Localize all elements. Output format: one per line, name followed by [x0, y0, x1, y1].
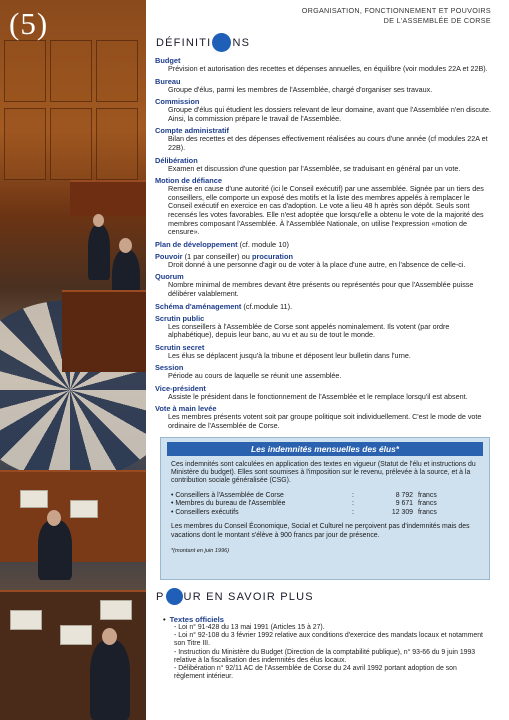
definition-term: Pouvoir (1 par conseiller) ou procuration: [155, 251, 293, 261]
definition-term: Bureau: [155, 76, 181, 86]
definition-text: Remise en cause d'une autorité (ici le Conseil exécutif) par une assemblée. Signée par un tiers des conseillers, elle comporte un exposé des motifs et la liste des membres appelés à remplacer le Conseil exécutif en exercice en cas d'adoption. Le vote a lieu 48 h après son dépôt. Seuls sont recensés les votes favorables. Elle n'est adoptée que lorsqu'elle a obtenu le vote de la majorité des membres composant l'Assemblée. À l'Assemblée Nationale, on utilise l'expression «motion de censure».: [168, 184, 484, 237]
definition-item: [155, 314, 495, 340]
definitions-list: [155, 56, 495, 431]
definition-term: Scrutin public: [155, 313, 205, 323]
definition-term: Schéma d'aménagement (cf.module 11).: [155, 301, 293, 311]
definition-term: Vote à main levée: [155, 404, 217, 414]
definition-item: [155, 272, 495, 298]
indemnite-unit: francs: [418, 508, 437, 516]
definition-term: Vice-président: [155, 383, 206, 393]
definition-term: Session: [155, 363, 184, 373]
blue-circle-icon: [166, 588, 183, 605]
more-info-title: P UR EN SAVOIR PLUS: [156, 588, 314, 605]
references-title: • Textes officiels: [163, 615, 483, 624]
reference-item: - Loi n° 91-428 du 13 mai 1991 (Articles 15 à 27).: [174, 624, 325, 631]
definition-item: [155, 126, 495, 152]
indemnite-sep: :: [352, 500, 354, 508]
indemnite-sep: :: [352, 508, 354, 516]
definition-text: Les élus se déplacent jusqu'à la tribune et déposent leur bulletin dans l'urne.: [168, 350, 411, 360]
definition-item: [155, 176, 495, 237]
definition-item: [155, 252, 495, 270]
definition-term: Budget: [155, 56, 181, 65]
indemnites-table: [161, 486, 489, 518]
indemnite-label: • Membres du bureau de l'Assemblée: [171, 500, 286, 508]
definition-term: Motion de défiance: [155, 176, 222, 186]
definition-term: Quorum: [155, 272, 184, 282]
indemnites-title: Les indemnités mensuelles des élus*: [167, 442, 483, 456]
definition-text: Les membres présents votent soit par groupe politique soit individuellement. C'est le mode de vote ordinaire de l'Assemblée de Corse.: [168, 412, 482, 431]
definition-term: Délibération: [155, 155, 198, 165]
definition-item: [155, 363, 495, 381]
indemnite-unit: francs: [418, 491, 437, 499]
definition-item: [155, 156, 495, 174]
reference-item: - Délibération n° 92/11 AC de l'Assemblée de Corse du 24 avril 1992 portant adoption de son règlement intérieur.: [174, 665, 457, 681]
indemnite-amount: 8 792: [395, 491, 413, 499]
indemnite-row: [171, 492, 479, 501]
indemnites-box: [160, 437, 490, 580]
definition-item: [155, 384, 495, 402]
definition-item: [155, 97, 495, 123]
header-line-1: ORGANISATION, FONCTIONNEMENT ET POUVOIRS: [301, 6, 491, 15]
definition-term: Plan de développement (cf. module 10): [155, 239, 289, 249]
indemnite-label: • Conseillers à l'Assemblée de Corse: [171, 491, 284, 499]
definition-term: Compte administratif: [155, 126, 229, 136]
definition-item: [155, 240, 495, 249]
definition-text: Groupe d'élus qui étudient les dossiers relevant de leur domaine, avant que l'Assemblée n'en discute. Ainsi, la commission prépare le travail de l'Assemblée.: [168, 105, 491, 123]
definition-text: Groupe d'élus, parmi les membres de l'Assemblée, chargé d'organiser ses travaux.: [168, 84, 433, 94]
definition-text: Examen et discussion d'une question par l'Assemblée, se traduisant en général par un vote.: [168, 163, 461, 173]
indemnite-amount: 12 309: [391, 508, 413, 516]
definition-text: Nombre minimal de membres devant être présents ou représentés pour que l'Assemblée puisse délibérer valablement.: [168, 280, 474, 298]
assembly-photo: [0, 0, 146, 720]
indemnites-intro: Ces indemnités sont calculées en application des textes en vigueur (Statut de l'élu et instructions du Ministère du budget). Elles sont soumises à l'imposition sur le revenu, prélevée à la source, et à la contribution sociale généralisée (CSG).: [171, 461, 476, 485]
indemnite-unit: francs: [418, 500, 437, 508]
definition-item: [155, 56, 495, 74]
references-list: [163, 624, 483, 681]
definition-term: Scrutin secret: [155, 342, 205, 352]
definition-item: [155, 404, 495, 430]
indemnites-footnote: *(montant en juin 1996): [171, 547, 230, 554]
definition-text: Les conseillers à l'Assemblée de Corse sont appelés nominalement. Ils votent (par ordre alphabétique), depuis leur banc, au vu et au su de tout le monde.: [168, 321, 450, 340]
module-number: (5): [9, 6, 49, 41]
definition-text: Droit donné à une personne d'agir ou de voter à la place d'une autre, en l'absence de celle-ci.: [168, 259, 466, 269]
blue-circle-icon: [212, 33, 231, 52]
reference-item: - Loi n° 92-108 du 3 février 1992 relative aux conditions d'exercice des mandats locaux et notamment son Titre III.: [174, 632, 483, 648]
definition-text: Prévision et autorisation des recettes et dépenses annuelles, en équilibre (voir modules 22A et 22B).: [168, 64, 488, 73]
indemnite-sep: :: [352, 491, 354, 499]
definition-item: [155, 77, 495, 95]
definition-term: Commission: [155, 97, 200, 107]
reference-item: - Instruction du Ministère du Budget (Direction de la comptabilité publique), n° 93-66 du 9 juin 1993 relative à la fiscalisation des indemnités des élus locaux.: [174, 648, 476, 664]
definition-text: Période au cours de laquelle se réunit une assemblée.: [168, 371, 342, 381]
indemnite-row: [171, 500, 479, 509]
indemnite-row: [171, 509, 479, 518]
page-header: [302, 6, 491, 25]
definition-text: Bilan des recettes et des dépenses effectivement réalisées au cours d'une année (cf modules 22A et 22B).: [168, 134, 488, 152]
definition-item: [155, 343, 495, 361]
references: [163, 615, 483, 681]
definitions-title: DÉFINITI NS: [156, 33, 250, 52]
indemnite-label: • Conseillers exécutifs: [171, 508, 239, 516]
header-line-2: DE L'ASSEMBLÉE DE CORSE: [383, 15, 491, 25]
indemnite-amount: 9 671: [395, 500, 413, 508]
definition-item: [155, 302, 495, 311]
indemnites-note: Les membres du Conseil Économique, Social et Culturel ne perçoivent pas d'indemnités mais des vacations dont le montant s'élève à 900 francs par jour de présence.: [171, 523, 470, 539]
definition-text: Assiste le président dans le fonctionnement de l'Assemblée et le remplace lorsqu'il est absent.: [168, 391, 468, 401]
